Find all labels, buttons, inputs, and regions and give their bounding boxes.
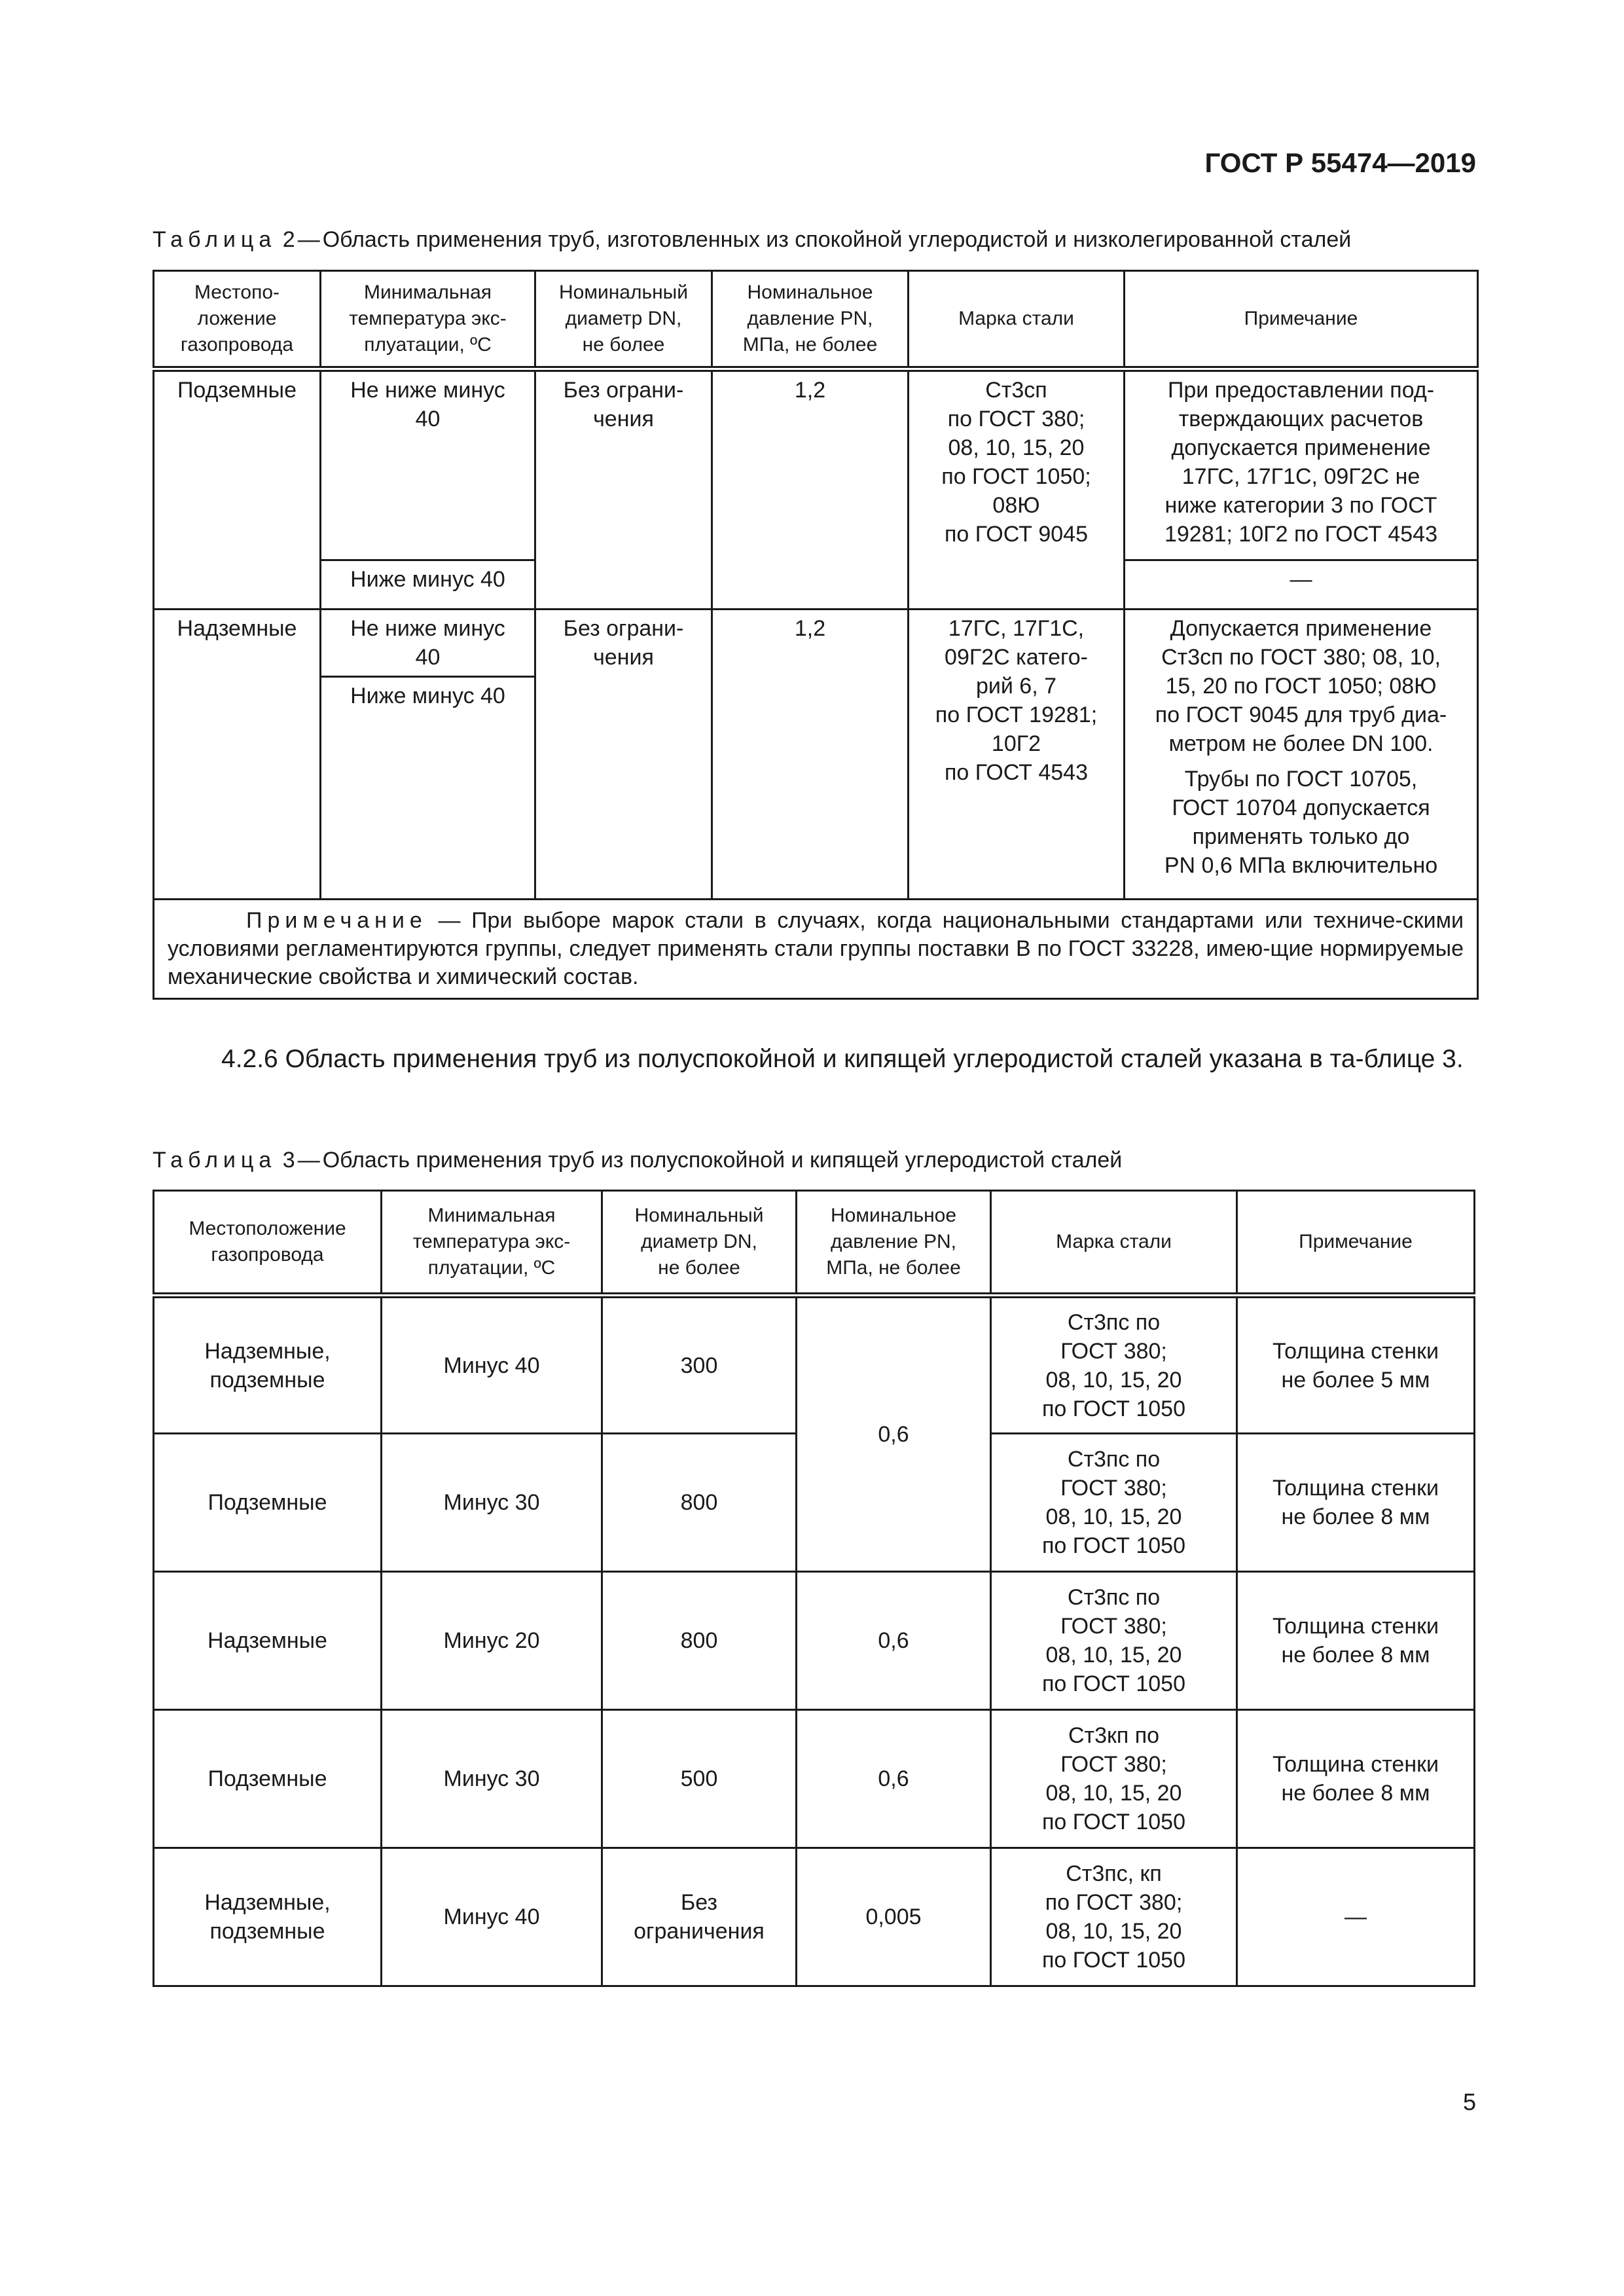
table3-cell-temperature: Минус 30 xyxy=(382,1710,602,1848)
table2-cell-temperature: Ниже минус 40 xyxy=(321,560,535,610)
table3-cell-steel: Ст3пс, кп по ГОСТ 380; 08, 10, 15, 20 по ГОСТ 1050 xyxy=(991,1848,1237,1986)
table2-cell-note: — xyxy=(1125,560,1478,610)
table2-cell-note xyxy=(1125,610,1478,900)
table3-cell-note: Толщина стенки не более 8 мм xyxy=(1237,1710,1475,1848)
table3-header-pressure: Номинальное давление PN, МПа, не более xyxy=(797,1191,991,1296)
table3-cell-pressure: 0,6 xyxy=(797,1710,991,1848)
table3 xyxy=(153,1190,1475,1987)
table3-header-location: Местоположение газопровода xyxy=(154,1191,382,1296)
table3-header-steel: Марка стали xyxy=(991,1191,1237,1296)
table2-cell-steel: 17ГС, 17Г1С, 09Г2С катего- рий 6, 7 по ГОСТ 19281; 10Г2 по ГОСТ 4543 xyxy=(909,610,1125,900)
table3-header-temperature: Минимальная температура экс- плуатации, ºС xyxy=(382,1191,602,1296)
table3-caption-text: Область применения труб из полуспокойной и кипящей углеродистой сталей xyxy=(322,1148,1123,1173)
table3-caption-dash: — xyxy=(297,1148,320,1173)
section-paragraph: 4.2.6 Область применения труб из полуспокойной и кипящей углеродистой сталей указана в та-блице 3. xyxy=(221,1045,1464,1073)
table3-cell-note: — xyxy=(1237,1848,1475,1986)
page-number: 5 xyxy=(1462,2088,1476,2115)
table2-header-location: Местопо- ложение газопровода xyxy=(154,271,321,369)
table2-caption xyxy=(153,227,1351,253)
table3-cell-steel: Ст3пс по ГОСТ 380; 08, 10, 15, 20 по ГОСТ 1050 xyxy=(991,1434,1237,1572)
table-row xyxy=(154,610,1478,677)
table2-footnote-label: Примечание xyxy=(246,908,427,933)
table3-cell-location: Подземные xyxy=(154,1434,382,1572)
table3-cell-steel: Ст3пс по ГОСТ 380; 08, 10, 15, 20 по ГОСТ 1050 xyxy=(991,1296,1237,1434)
table3-cell-location: Надземные, подземные xyxy=(154,1296,382,1434)
table2-caption-dash: — xyxy=(297,227,320,252)
document-id: ГОСТ Р 55474—2019 xyxy=(1204,147,1476,178)
table3-cell-note: Толщина стенки не более 8 мм xyxy=(1237,1572,1475,1710)
table3-cell-location: Подземные xyxy=(154,1710,382,1848)
table2-cell-pressure: 1,2 xyxy=(712,610,909,900)
table2-header-diameter: Номинальный диаметр DN, не более xyxy=(535,271,712,369)
table2-caption-number: 2 xyxy=(282,227,295,252)
table2-header-pressure: Номинальное давление PN, МПа, не более xyxy=(712,271,909,369)
table2-cell-note: При предоставлении под- тверждающих расчетов допускается применение 17ГС, 17Г1С, 09Г2С не ниже категории 3 по ГОСТ 19281; 10Г2 по ГОСТ 4543 xyxy=(1125,369,1478,560)
table2-cell-diameter: Без ограни- чения xyxy=(535,610,712,900)
table2 xyxy=(153,270,1479,1000)
table3-cell-diameter: 500 xyxy=(602,1710,797,1848)
table2-note-paragraph: Допускается применение Ст3сп по ГОСТ 380; 08, 10, 15, 20 по ГОСТ 1050; 08Ю по ГОСТ 9045 для труб диа- метром не более DN 100. xyxy=(1155,616,1447,756)
table3-cell-pressure: 0,005 xyxy=(797,1848,991,1986)
table2-header-steel: Марка стали xyxy=(909,271,1125,369)
table3-caption xyxy=(153,1148,1122,1173)
table-row xyxy=(154,1710,1475,1848)
table3-caption-word: Таблица xyxy=(153,1148,277,1173)
table-row xyxy=(154,900,1478,999)
table-row xyxy=(154,1848,1475,1986)
table2-footnote xyxy=(154,900,1478,999)
table3-header-note: Примечание xyxy=(1237,1191,1475,1296)
table2-cell-diameter: Без ограни- чения xyxy=(535,369,712,610)
table2-footnote-text: — При выборе марок стали в случаях, когда национальными стандартами или техниче-скими условиями регламентируются группы, следует применять стали группы поставки В по ГОСТ 33228, имею-щие нормируемые механические свойства и химический состав. xyxy=(168,908,1464,989)
table-row xyxy=(154,369,1478,560)
table3-cell-note: Толщина стенки не более 8 мм xyxy=(1237,1434,1475,1572)
table2-header-temperature: Минимальная температура экс- плуатации, ºС xyxy=(321,271,535,369)
table2-header-note: Примечание xyxy=(1125,271,1478,369)
table3-cell-temperature: Минус 30 xyxy=(382,1434,602,1572)
table3-cell-diameter: 800 xyxy=(602,1434,797,1572)
table2-cell-location: Подземные xyxy=(154,369,321,610)
table3-cell-note: Толщина стенки не более 5 мм xyxy=(1237,1296,1475,1434)
table3-cell-location: Надземные, подземные xyxy=(154,1848,382,1986)
table3-cell-temperature: Минус 20 xyxy=(382,1572,602,1710)
table2-caption-word: Таблица xyxy=(153,227,277,252)
table2-cell-temperature: Не ниже минус 40 xyxy=(321,369,535,560)
table2-cell-steel: Ст3сп по ГОСТ 380; 08, 10, 15, 20 по ГОСТ 1050; 08Ю по ГОСТ 9045 xyxy=(909,369,1125,610)
table-row xyxy=(154,1572,1475,1710)
table3-cell-temperature: Минус 40 xyxy=(382,1848,602,1986)
table2-cell-temperature: Не ниже минус 40 xyxy=(321,610,535,677)
table3-header-diameter: Номинальный диаметр DN, не более xyxy=(602,1191,797,1296)
table2-cell-pressure: 1,2 xyxy=(712,369,909,610)
table3-cell-pressure: 0,6 xyxy=(797,1572,991,1710)
table3-cell-location: Надземные xyxy=(154,1572,382,1710)
table3-cell-temperature: Минус 40 xyxy=(382,1296,602,1434)
table2-caption-text: Область применения труб, изготовленных из спокойной углеродистой и низколегированной сталей xyxy=(322,227,1352,252)
table3-cell-steel: Ст3пс по ГОСТ 380; 08, 10, 15, 20 по ГОСТ 1050 xyxy=(991,1572,1237,1710)
table3-cell-diameter: 300 xyxy=(602,1296,797,1434)
table3-cell-diameter: 800 xyxy=(602,1572,797,1710)
table2-cell-location: Надземные xyxy=(154,610,321,900)
table3-cell-pressure: 0,6 xyxy=(797,1296,991,1572)
table-row xyxy=(154,1296,1475,1434)
table2-cell-temperature: Ниже минус 40 xyxy=(321,677,535,900)
table3-cell-steel: Ст3кп по ГОСТ 380; 08, 10, 15, 20 по ГОСТ 1050 xyxy=(991,1710,1237,1848)
table3-cell-diameter: Без ограничения xyxy=(602,1848,797,1986)
table2-note-paragraph: Трубы по ГОСТ 10705, ГОСТ 10704 допускается применять только до PN 0,6 МПа включительно xyxy=(1164,767,1438,878)
table3-caption-number: 3 xyxy=(282,1148,295,1173)
